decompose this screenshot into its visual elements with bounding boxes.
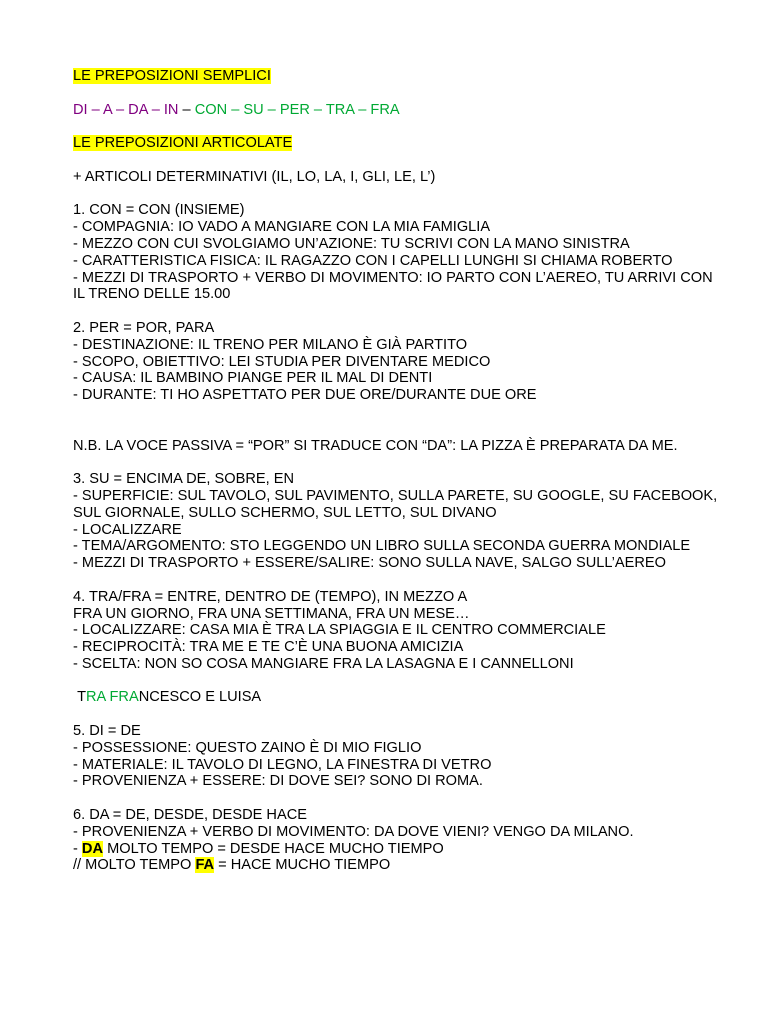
section-2-title: 2. PER = POR, PARA bbox=[73, 319, 215, 336]
note-passive-voice: N.B. LA VOCE PASSIVA = “POR” SI TRADUCE CON “DA”: LA PIZZA È PREPARATA DA ME. bbox=[73, 437, 678, 454]
section-6-item-fa bbox=[73, 857, 723, 874]
suffix: = HACE MUCHO TIEMPO bbox=[214, 857, 391, 874]
prep-group-purple: DI – A – DA – IN bbox=[73, 101, 179, 118]
section-6-item: - PROVENIENZA + VERBO DI MOVIMENTO: DA DOVE VIENI? VENGO DA MILANO. bbox=[73, 823, 634, 840]
section-2-item: - SCOPO, OBIETTIVO: LEI STUDIA PER DIVENTARE MEDICO bbox=[73, 353, 491, 370]
heading-preposizioni-articolate bbox=[73, 135, 723, 152]
mnemonic-green-fra: FRA bbox=[109, 689, 139, 706]
highlight-fa: FA bbox=[195, 857, 215, 874]
mnemonic-green-tra: RA bbox=[85, 689, 106, 706]
preposition-list bbox=[73, 102, 723, 119]
section-5-item: - PROVENIENZA + ESSERE: DI DOVE SEI? SONO DI ROMA. bbox=[73, 773, 483, 790]
section-6-item-da bbox=[73, 841, 723, 858]
section-1-item: - MEZZI DI TRASPORTO + VERBO DI MOVIMENTO: IO PARTO CON L’AEREO, TU ARRIVI CON IL TRENO DELLE 15.00 bbox=[73, 269, 717, 303]
section-6-title: 6. DA = DE, DESDE, DESDE HACE bbox=[73, 807, 307, 824]
prefix: // MOLTO TEMPO bbox=[73, 857, 196, 874]
suffix: MOLTO TEMPO = DESDE HACE MUCHO TIEMPO bbox=[103, 840, 444, 857]
section-2-item: - DESTINAZIONE: IL TRENO PER MILANO È GIÀ PARTITO bbox=[73, 336, 468, 353]
section-3-item: - MEZZI DI TRASPORTO + ESSERE/SALIRE: SONO SULLA NAVE, SALGO SULL’AEREO bbox=[73, 555, 666, 572]
section-4-item: - LOCALIZZARE: CASA MIA È TRA LA SPIAGGIA E IL CENTRO COMMERCIALE bbox=[73, 622, 606, 639]
mnemonic-lead: T bbox=[73, 689, 86, 706]
section-4-title: 4. TRA/FRA = ENTRE, DENTRO DE (TEMPO), IN MEZZO A bbox=[73, 588, 468, 605]
section-5-item: - POSSESSIONE: QUESTO ZAINO È DI MIO FIGLIO bbox=[73, 739, 422, 756]
section-3-item: - TEMA/ARGOMENTO: STO LEGGENDO UN LIBRO SULLA SECONDA GUERRA MONDIALE bbox=[73, 538, 691, 555]
mnemonic-line bbox=[73, 689, 723, 706]
prefix: - bbox=[73, 840, 82, 857]
document-page bbox=[73, 68, 723, 874]
articoli-line: + ARTICOLI DETERMINATIVI (IL, LO, LA, I, GLI, LE, L’) bbox=[73, 168, 436, 185]
section-3-title: 3. SU = ENCIMA DE, SOBRE, EN bbox=[73, 471, 294, 488]
section-3-item: - LOCALIZZARE bbox=[73, 521, 182, 538]
section-1-item: - MEZZO CON CUI SVOLGIAMO UN’AZIONE: TU SCRIVI CON LA MANO SINISTRA bbox=[73, 235, 630, 252]
section-5-title: 5. DI = DE bbox=[73, 723, 141, 740]
mnemonic-rest: NCESCO E LUISA bbox=[138, 689, 262, 706]
section-2-item: - CAUSA: IL BAMBINO PIANGE PER IL MAL DI DENTI bbox=[73, 370, 433, 387]
section-4-item: - SCELTA: NON SO COSA MANGIARE FRA LA LASAGNA E I CANNELLONI bbox=[73, 655, 574, 672]
prep-group-green: CON – SU – PER – TRA – FRA bbox=[194, 101, 400, 118]
section-3-item: - SUPERFICIE: SUL TAVOLO, SUL PAVIMENTO, SULLA PARETE, SU GOOGLE, SU FACEBOOK, SUL GIORNALE, SULLO SCHERMO, SUL LETTO, SUL DIVANO bbox=[73, 487, 722, 521]
section-1-item: - CARATTERISTICA FISICA: IL RAGAZZO CON I CAPELLI LUNGHI SI CHIAMA ROBERTO bbox=[73, 252, 673, 269]
highlight-da: DA bbox=[81, 840, 104, 857]
section-1-title: 1. CON = CON (INSIEME) bbox=[73, 202, 245, 219]
prep-separator: – bbox=[178, 101, 195, 118]
heading-text: LE PREPOSIZIONI SEMPLICI bbox=[73, 68, 271, 84]
heading-text: LE PREPOSIZIONI ARTICOLATE bbox=[73, 135, 293, 152]
section-4-item: FRA UN GIORNO, FRA UNA SETTIMANA, FRA UN MESE… bbox=[73, 605, 470, 622]
section-2-item: - DURANTE: TI HO ASPETTATO PER DUE ORE/DURANTE DUE ORE bbox=[73, 387, 537, 404]
section-5-item: - MATERIALE: IL TAVOLO DI LEGNO, LA FINESTRA DI VETRO bbox=[73, 756, 492, 773]
section-1-item: - COMPAGNIA: IO VADO A MANGIARE CON LA MIA FAMIGLIA bbox=[73, 219, 491, 236]
heading-preposizioni-semplici bbox=[73, 68, 723, 85]
section-4-item: - RECIPROCITÀ: TRA ME E TE C’È UNA BUONA AMICIZIA bbox=[73, 639, 464, 656]
